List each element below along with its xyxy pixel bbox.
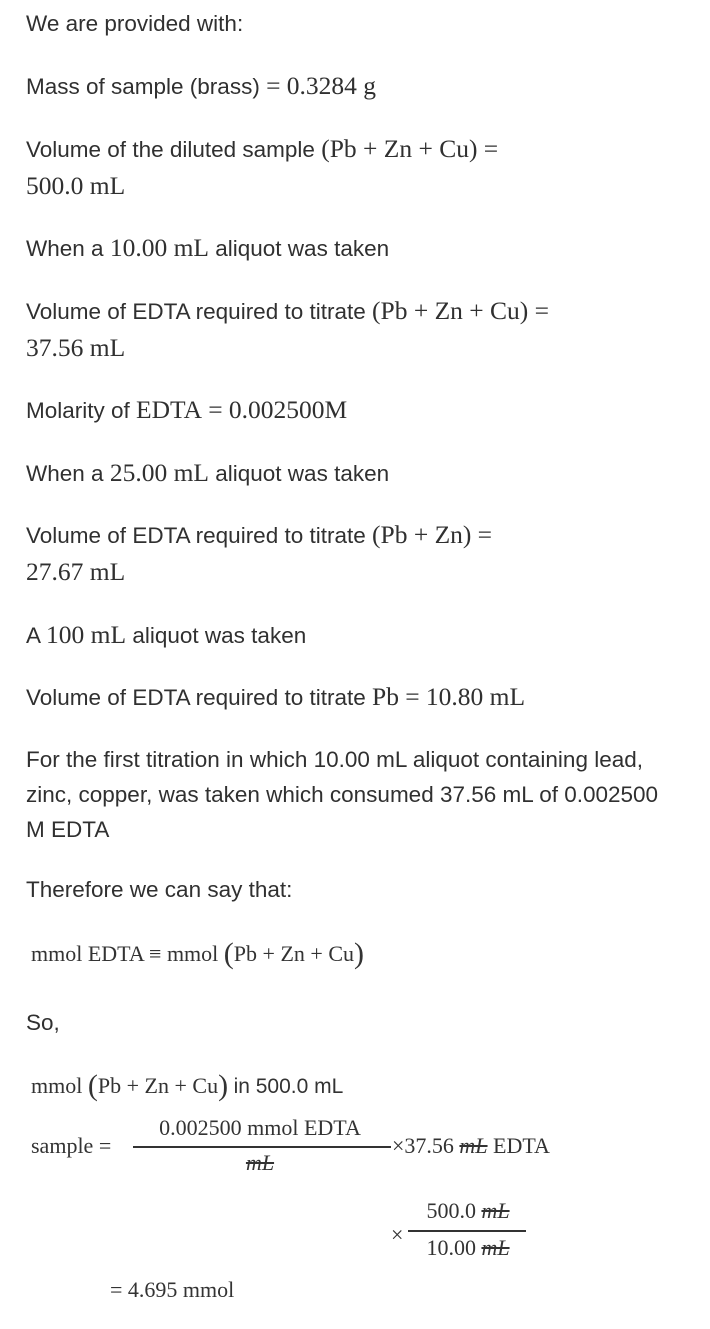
- molarity-label: Molarity of: [26, 398, 130, 423]
- eq-pb: Pb: [233, 941, 258, 966]
- edta2-value: 27.67 mL: [26, 557, 126, 586]
- times-2: ×: [391, 1222, 404, 1247]
- aliquot3-post: aliquot was taken: [132, 623, 307, 648]
- volume-value: 500.0 mL: [26, 171, 126, 200]
- edta-word: EDTA: [493, 1133, 550, 1158]
- volume-line: [26, 131, 666, 205]
- fraction2-bar: [408, 1230, 526, 1232]
- fraction1-bar: [133, 1146, 391, 1148]
- provided-text: We are provided with:: [26, 11, 244, 36]
- volume-label: Volume of the diluted sample: [26, 137, 315, 162]
- molarity-equals: =: [208, 395, 223, 424]
- molarity-line: [26, 392, 686, 429]
- sample-equals: sample =: [31, 1133, 112, 1158]
- eq2-mmol: mmol: [31, 1073, 83, 1098]
- molarity-value: 0.002500M: [228, 395, 348, 424]
- eq-plus-2: +: [310, 941, 323, 966]
- times-37-term: [392, 1133, 550, 1159]
- so-line: [26, 1005, 686, 1041]
- aliquot2-post: aliquot was taken: [215, 461, 390, 486]
- eq-equiv-sign: ≡: [149, 941, 162, 966]
- edta1-label: Volume of EDTA required to titrate: [26, 299, 366, 324]
- eq-cu: Cu: [328, 941, 355, 966]
- aliquot3-pre: A: [26, 623, 40, 648]
- edta3-line: [26, 679, 686, 716]
- mass-equals: =: [266, 71, 281, 100]
- fraction2-den-value: 10.00: [426, 1235, 476, 1260]
- edta2-line: [26, 517, 666, 591]
- fraction2-num-value: 500.0: [426, 1198, 476, 1223]
- mmol-line-equation: [31, 1067, 343, 1101]
- fraction2-num-unit: mL: [481, 1198, 510, 1223]
- eq2-zn: Zn: [144, 1073, 169, 1098]
- eq-rparen: ): [354, 937, 365, 970]
- eq2-plus-1: +: [126, 1073, 140, 1098]
- edta2-formula: (Pb + Zn): [372, 520, 472, 549]
- edta3-equals: =: [405, 682, 420, 711]
- eq-mmol-edta: mmol EDTA: [31, 941, 144, 966]
- first-titration-paragraph: For the first titration in which 10.00 mL aliquot containing lead, zinc, copper, was taken which consumed 37.56 mL of 0.002500 M EDTA: [26, 747, 659, 842]
- aliquot3-value: 100 mL: [46, 620, 127, 649]
- aliquot1-value: 10.00 mL: [109, 233, 209, 262]
- fraction1-denominator: [135, 1150, 385, 1176]
- mass-line: [26, 68, 686, 105]
- eq-plus-1: +: [262, 941, 275, 966]
- aliquot1-post: aliquot was taken: [215, 236, 390, 261]
- aliquot1-pre: When a: [26, 236, 104, 261]
- fraction2-numerator: [408, 1198, 528, 1224]
- eq2-plus-2: +: [174, 1073, 187, 1098]
- eq2-cu: Cu: [192, 1073, 219, 1098]
- eq2-rparen: ): [218, 1069, 229, 1102]
- eq2-in-text: in 500.0 mL: [233, 1075, 344, 1098]
- equivalence-equation: [31, 935, 364, 969]
- edta2-equals: =: [477, 520, 493, 549]
- edta1-formula: (Pb + Zn + Cu): [372, 296, 529, 325]
- edta3-value: 10.80 mL: [425, 682, 526, 711]
- unit-37-56: mL: [459, 1133, 488, 1158]
- edta2-label: Volume of EDTA required to titrate: [26, 523, 366, 548]
- provided-heading: [26, 6, 686, 42]
- aliquot1-line: [26, 230, 686, 267]
- edta1-equals: =: [534, 296, 549, 325]
- edta3-formula: Pb: [372, 682, 399, 711]
- so-text: So,: [26, 1010, 60, 1035]
- mass-value: 0.3284 g: [286, 71, 376, 100]
- edta1-line: [26, 293, 696, 367]
- aliquot2-pre: When a: [26, 461, 104, 486]
- mass-label: Mass of sample (brass): [26, 74, 260, 99]
- eq-mmol: mmol: [166, 941, 219, 966]
- edta3-label: Volume of EDTA required to titrate: [26, 685, 366, 710]
- value-37-56: 37.56: [404, 1133, 454, 1158]
- eq-zn: Zn: [280, 941, 305, 966]
- fraction1-den-unit: mL: [245, 1150, 275, 1175]
- fraction2-den-unit: mL: [481, 1235, 510, 1260]
- eq2-pb: Pb: [97, 1073, 122, 1098]
- aliquot2-line: [26, 455, 686, 492]
- aliquot2-value: 25.00 mL: [109, 458, 209, 487]
- therefore-line: [26, 872, 686, 908]
- edta1-value: 37.56 mL: [26, 333, 126, 362]
- therefore-text: Therefore we can say that:: [26, 877, 293, 902]
- fraction2-denominator: [408, 1235, 528, 1261]
- eq2-lparen: (: [87, 1069, 98, 1102]
- times-1: ×: [392, 1133, 405, 1158]
- aliquot3-line: [26, 617, 686, 654]
- fraction1-numerator: 0.002500 mmol EDTA: [159, 1115, 361, 1140]
- result-value: = 4.695 mmol: [110, 1277, 235, 1302]
- volume-formula: (Pb + Zn + Cu): [321, 134, 478, 163]
- molarity-formula: EDTA: [136, 395, 202, 424]
- eq-lparen: (: [223, 937, 234, 970]
- volume-equals: =: [483, 134, 499, 163]
